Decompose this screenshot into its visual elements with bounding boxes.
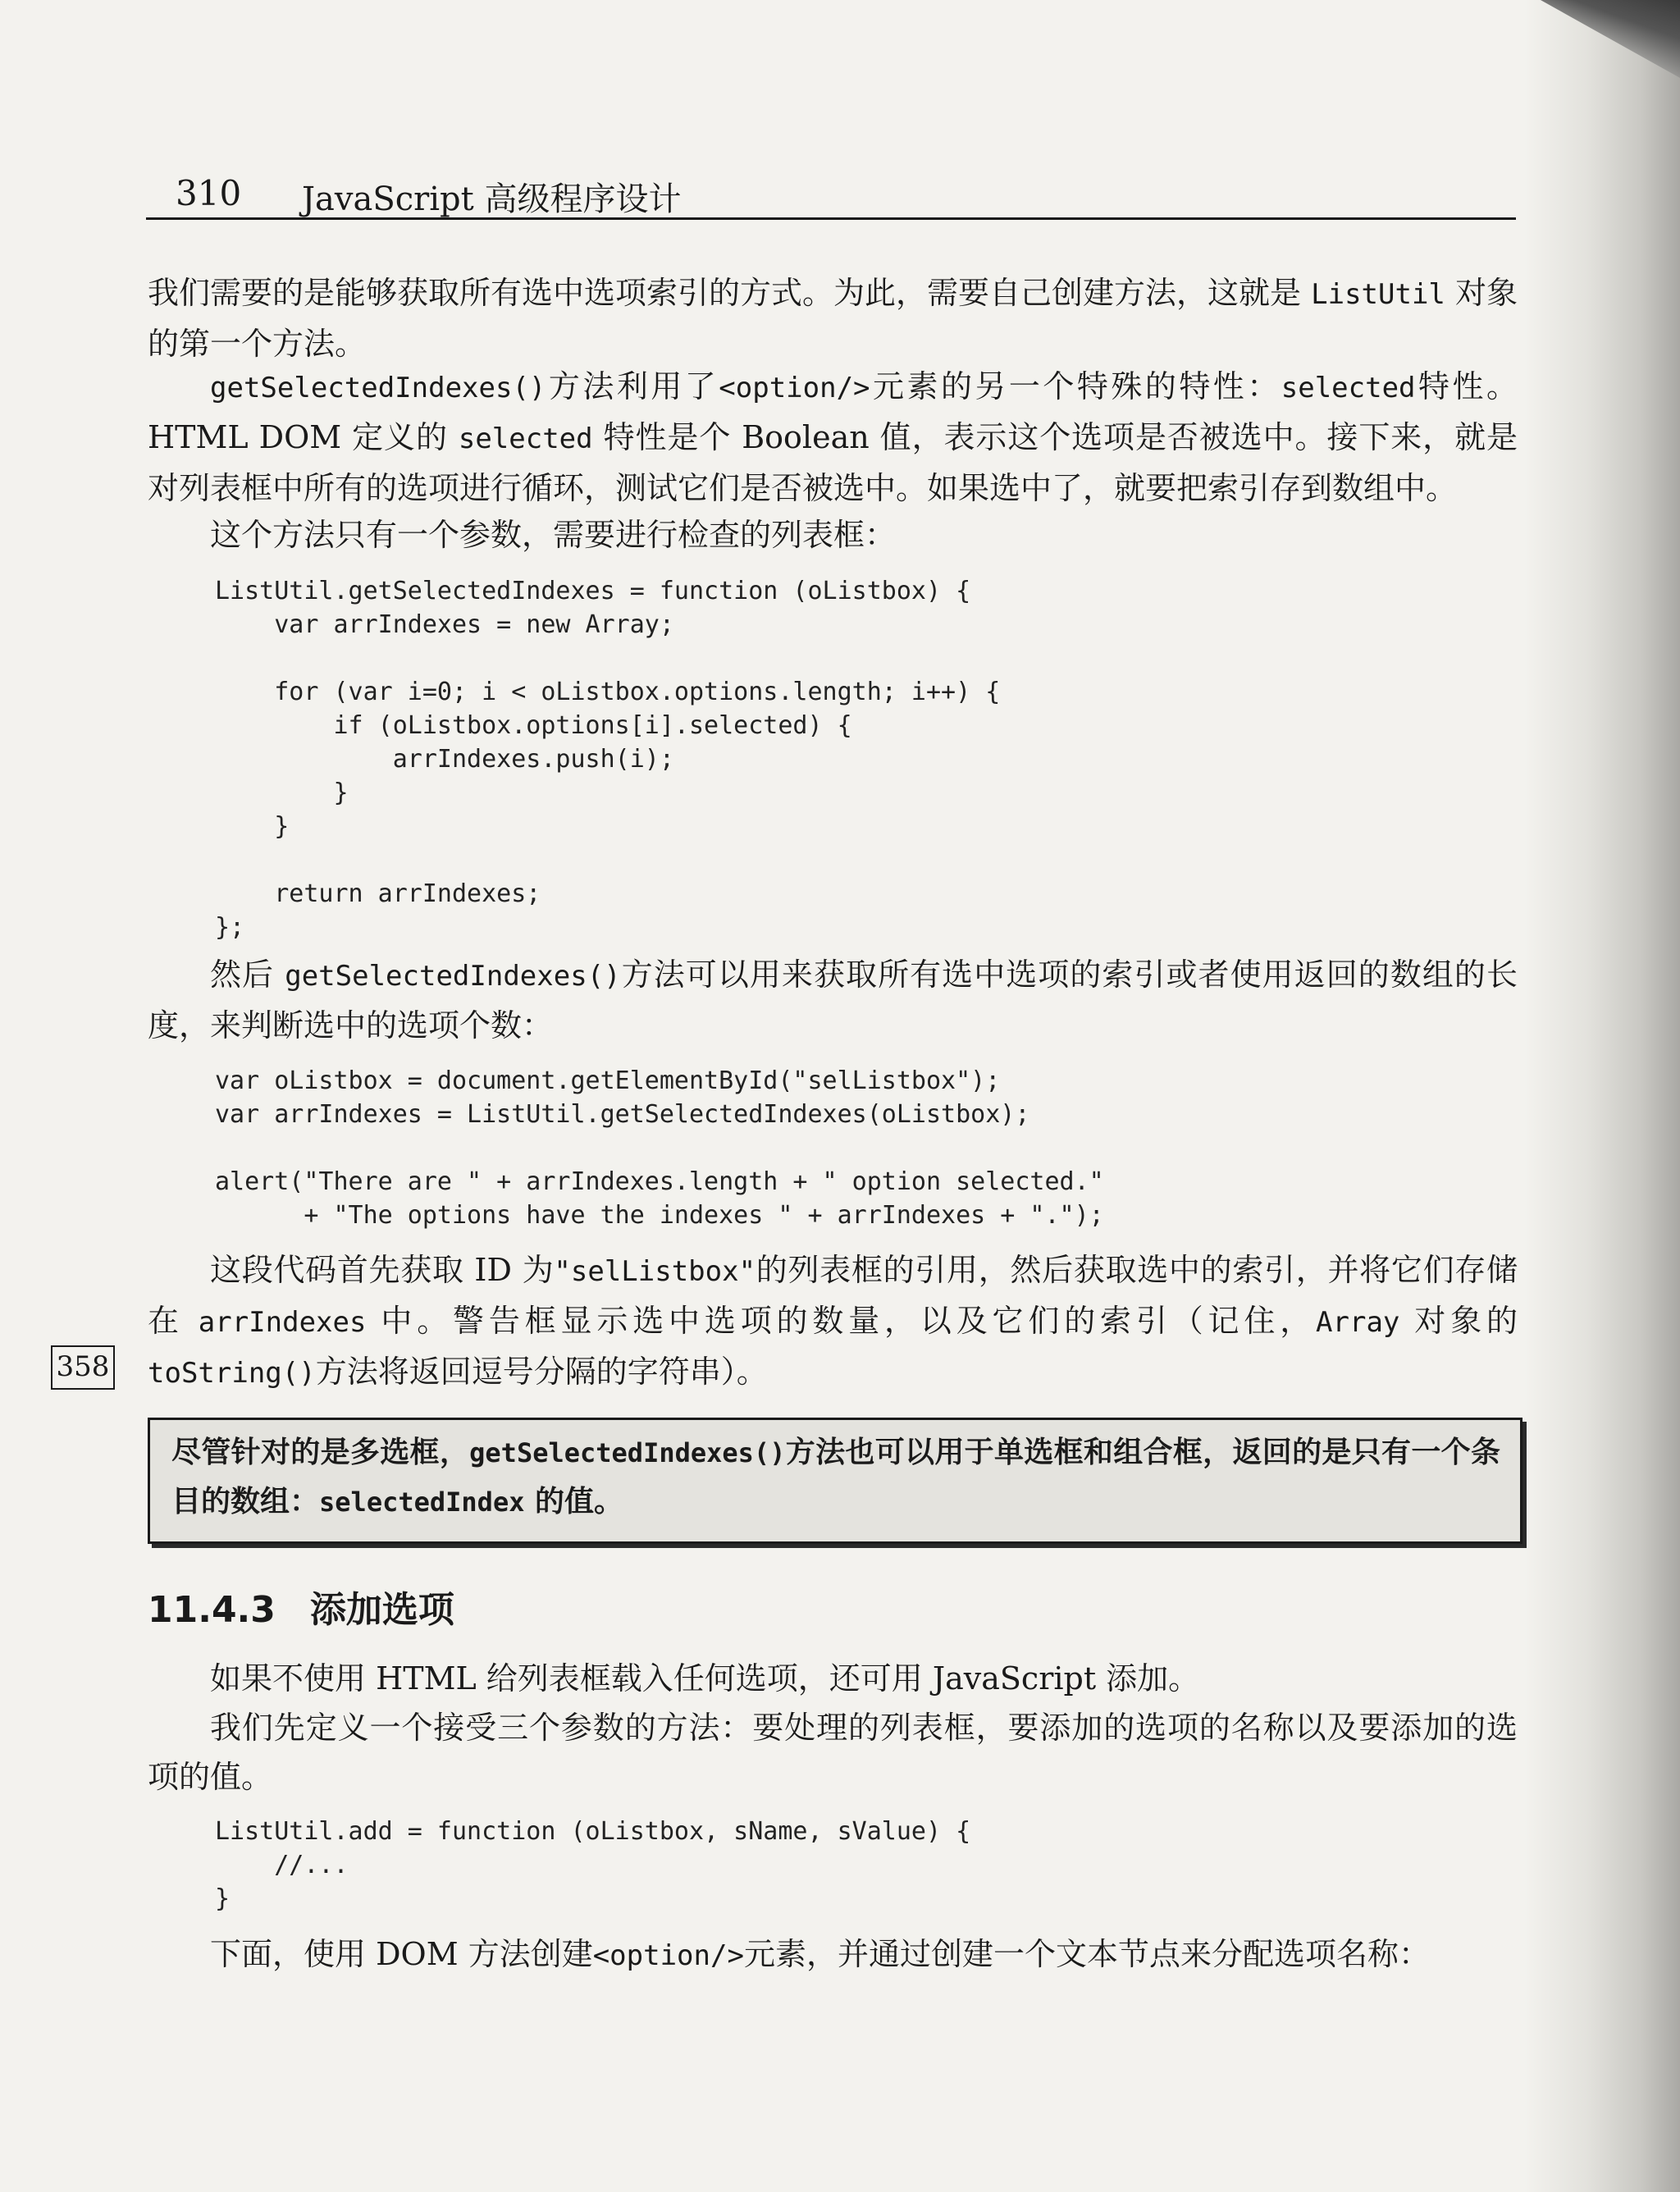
margin-page-reference: 358: [51, 1345, 115, 1390]
book-title: JavaScript 高级程序设计: [302, 180, 682, 218]
section-title: 添加选项: [309, 1589, 454, 1631]
note-text: 尽管针对的是多选框，getSelectedIndexes()方法也可以用于单选框和组合框，返回的是只有一个条目的数组：selectedIndex 的值。: [171, 1436, 1500, 1518]
paragraph-6: 如果不使用 HTML 给列表框载入任何选项，还可用 JavaScript 添加。: [210, 1660, 1200, 1697]
paragraph-2: getSelectedIndexes()方法利用了<option/>元素的另一个特殊的特性：selected特性。HTML DOM 定义的 selected 特性是个 Boolean 值，表示这个选项是否被选中。接下来，就是对列表框中所有的选项进行循环，测试它们是否被选中。如果选中了，就要把索引存到数组中。: [148, 368, 1518, 506]
page-binding-shadow: [1524, 0, 1680, 2192]
paragraph-5: 这段代码首先获取 ID 为"selListbox"的列表框的引用，然后获取选中的索引，并将它们存储在 arrIndexes 中。警告框显示选中选项的数量，以及它们的索引（记住，Array 对象的 toString()方法将返回逗号分隔的字符串）。: [148, 1252, 1518, 1390]
page-number: 310: [176, 173, 242, 213]
section-heading: [148, 1580, 454, 1633]
code-block-add: ListUtil.add = function (oListbox, sName, sValue) { //... }: [215, 1817, 971, 1913]
code-block-usage: var oListbox = document.getElementById("selListbox"); var arrIndexes = ListUtil.getSelectedIndexes(oListbox); alert("There are " + arrIndexes.length + " option selected." + "The options have the indexes " + arrIndexes + ".");: [215, 1066, 1104, 1230]
paragraph-8: 下面，使用 DOM 方法创建<option/>元素，并通过创建一个文本节点来分配选项名称：: [210, 1936, 1430, 1972]
code-block-get-selected-indexes: ListUtil.getSelectedIndexes = function (oListbox) { var arrIndexes = new Array; for (var i=0; i < oListbox.options.length; i++) { if (oListbox.options[i].selected) { arrIndexes.push(i); } } return arrIndexes; };: [215, 577, 1001, 942]
note-box: [148, 1418, 1522, 1544]
section-number: 11.4.3: [148, 1589, 276, 1631]
page-header: [146, 168, 1516, 220]
paragraph-3: 这个方法只有一个参数，需要进行检查的列表框：: [210, 517, 897, 553]
paragraph-1: 我们需要的是能够获取所有选中选项索引的方式。为此，需要自己创建方法，这就是 ListUtil 对象的第一个方法。: [148, 275, 1518, 362]
paragraph-4: 然后 getSelectedIndexes()方法可以用来获取所有选中选项的索引或者使用返回的数组的长度，来判断选中的选项个数：: [148, 957, 1518, 1043]
paragraph-7: 我们先定义一个接受三个参数的方法：要处理的列表框，要添加的选项的名称以及要添加的选项的值。: [148, 1710, 1518, 1795]
